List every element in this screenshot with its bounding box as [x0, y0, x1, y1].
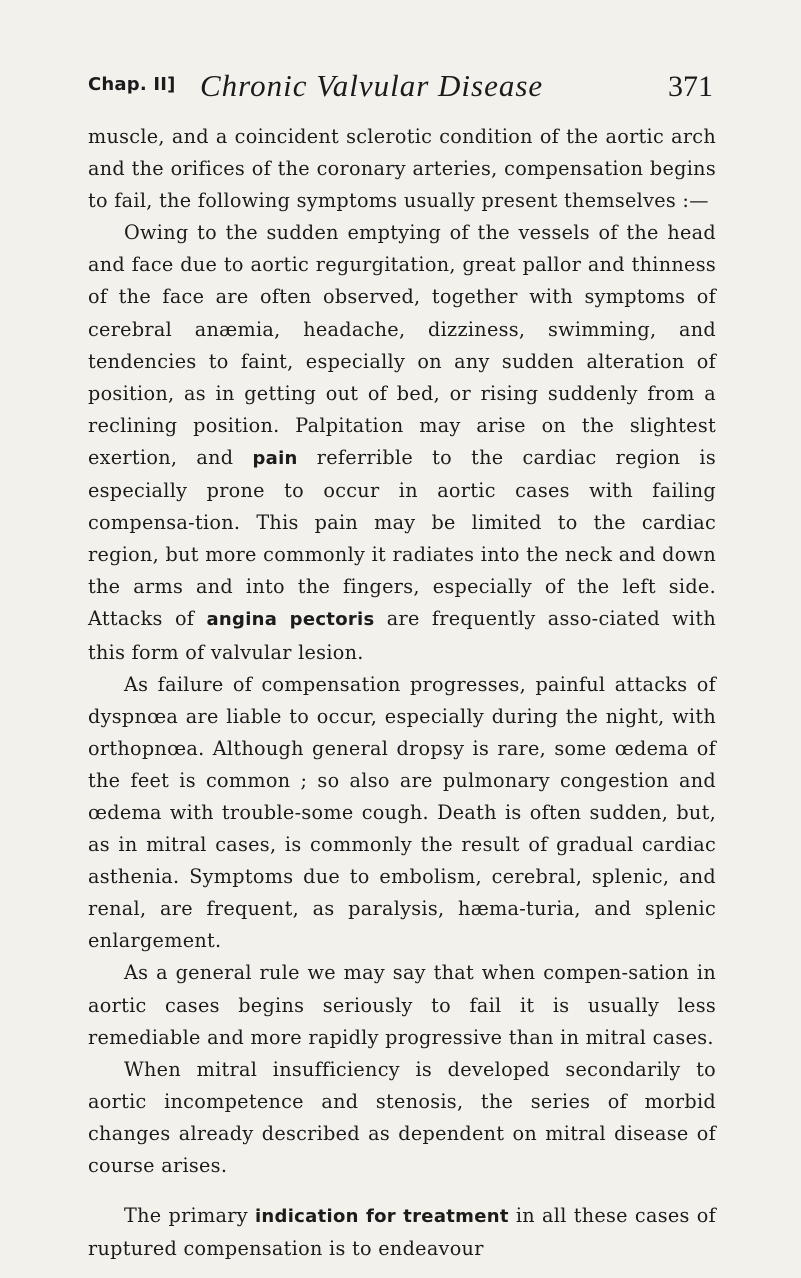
paragraph-text: As failure of compensation progresses, painful attacks of dyspnœa are liable to occur, especially during the night, with orthopnœa. Although general dropsy is rare, some œdema of the feet is common ; so also are pulmonary congestion and œdema with trouble-some cough. Death is often sudden, but, as in mitral cases, is commonly the result of gradual cardiac asthenia. Symptoms due to embolism, cerebral, splenic, and renal, are frequent, as paralysis, hæma-turia, and splenic enlargement.	[88, 672, 716, 953]
paragraph-text: When mitral insufficiency is developed secondarily to aortic incompetence and stenosis, the series of morbid changes already described as dependent on mitral disease of course arises.	[88, 1057, 716, 1177]
paragraph-text: referrible to the cardiac region is especially prone to occur in aortic cases with failing compensa-tion. This pain may be limited to the cardiac region, but more commonly it radiates into the neck and down the arms and into the fingers, especially of the left side. Attacks of	[88, 445, 716, 631]
paragraph-treatment	[88, 1200, 716, 1265]
paragraph-symptoms	[88, 217, 716, 668]
keyword-angina-pectoris: angina pectoris	[206, 609, 375, 631]
paragraph-mitral	[88, 1054, 716, 1182]
chapter-label: Chap. II]	[88, 74, 176, 95]
running-title: Chronic Valvular Disease	[200, 68, 544, 103]
paragraph-text: in all these cases of ruptured compensation is to endeavour	[88, 1204, 716, 1261]
paragraph-text: As a general rule we may say that when compen-sation in aortic cases begins seriously to fail it is usually less remediable and more rapidly progressive than in mitral cases.	[88, 961, 716, 1049]
running-header	[88, 68, 713, 108]
paragraph-text: are frequently asso-ciated with this form of valvular lesion.	[88, 607, 716, 664]
paragraph-text: The primary	[124, 1204, 248, 1228]
paragraph-text: Owing to the sudden emptying of the vessels of the head and face due to aortic regurgitation, great pallor and thinness of the face are often observed, together with symptoms of cerebral anæmia, headache, dizziness, swimming, and tendencies to faint, especially on any sudden alteration of position, as in getting out of bed, or rising suddenly from a reclining position. Palpitation may arise on the slightest exertion, and	[88, 221, 716, 469]
paragraph-text: muscle, and a coincident sclerotic condition of the aortic arch and the orifices of the coronary arteries, compensation begins to fail, the following symptoms usually present themselves :—	[88, 125, 716, 213]
keyword-pain: pain	[252, 447, 298, 469]
keyword-indication-for-treatment: indication for treatment	[254, 1206, 509, 1228]
paragraph-failure	[88, 669, 716, 958]
paragraph-continuation	[88, 121, 716, 217]
paragraph-general-rule	[88, 957, 716, 1053]
page-number: 371	[668, 70, 713, 103]
body-text	[88, 121, 716, 1265]
